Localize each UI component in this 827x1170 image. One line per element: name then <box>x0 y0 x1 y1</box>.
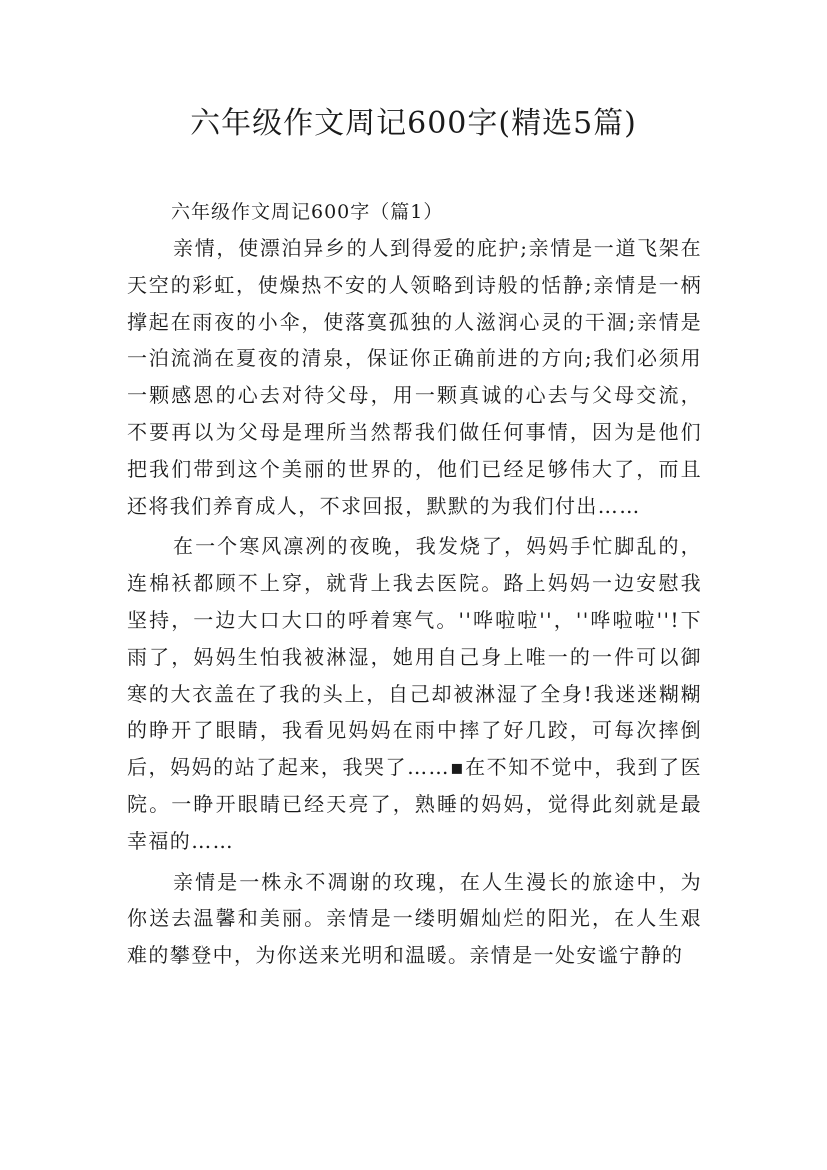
paragraph-1: 亲情，使漂泊异乡的人到得爱的庇护;亲情是一道飞架在天空的彩虹，使燥热不安的人领略到诗般的恬静;亲情是一柄撑起在雨夜的小伞，使落寞孤独的人滋润心灵的干涸;亲情是一泊流淌在夏夜的清泉，保证你正确前进的方向;我们必须用一颗感恩的心去对待父母，用一颗真诚的心去与父母交流，不要再以为父母是理所当然帮我们做任何事情，因为是他们把我们带到这个美丽的世界的，他们已经足够伟大了，而且还将我们养育成人，不求回报，默默的为我们付出…… <box>127 236 702 518</box>
paragraph-3: 亲情是一株永不凋谢的玫瑰，在人生漫长的旅途中，为你送去温馨和美丽。亲情是一缕明媚灿烂的阳光，在人生艰难的攀登中，为你送来光明和温暖。亲情是一处安谧宁静的 <box>127 869 702 968</box>
article-body <box>127 197 702 974</box>
document-title: 六年级作文周记600字(精选5篇) <box>190 106 637 141</box>
paragraph-2: 在一个寒风凛冽的夜晚，我发烧了，妈妈手忙脚乱的，连棉袄都顾不上穿，就背上我去医院。路上妈妈一边安慰我坚持，一边大口大口的呼着寒气。''哗啦啦''，''哗啦啦''!下雨了，妈妈生怕我被淋湿，她用自己身上唯一的一件可以御寒的大衣盖在了我的头上，自己却被淋湿了全身!我迷迷糊糊的睁开了眼睛，我看见妈妈在雨中摔了好几跤，可每次摔倒后，妈妈的站了起来，我哭了……▪在不知不觉中，我到了医院。一睁开眼睛已经天亮了，熟睡的妈妈，觉得此刻就是最幸福的…… <box>127 534 702 853</box>
section-heading: 六年级作文周记600字（篇1） <box>171 201 444 223</box>
